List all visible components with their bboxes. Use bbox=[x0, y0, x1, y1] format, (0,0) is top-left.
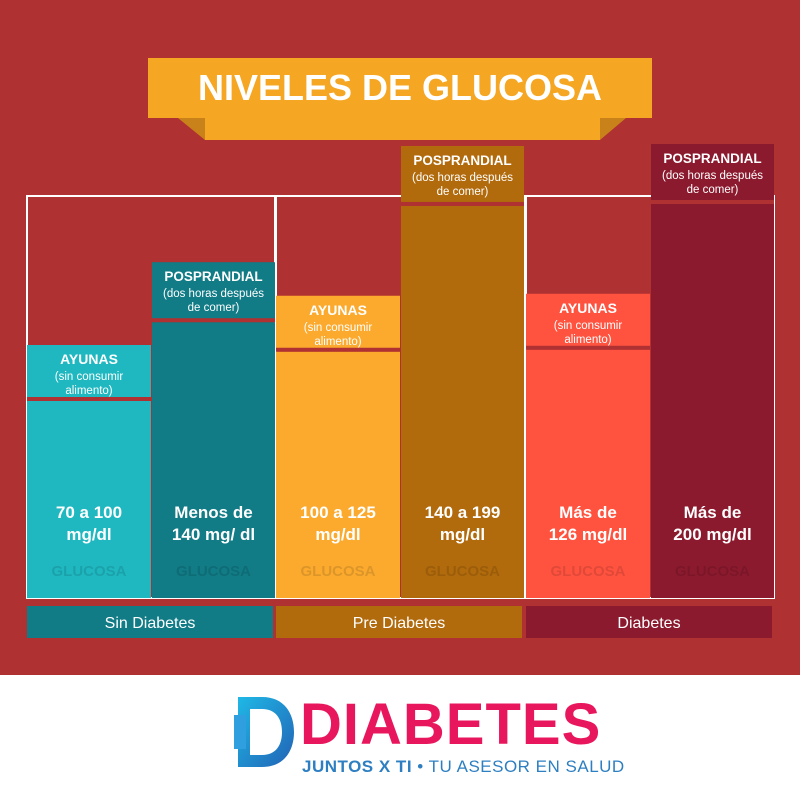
chart-title: NIVELES DE GLUCOSA bbox=[197, 67, 603, 108]
bar-header-divider bbox=[152, 318, 275, 322]
bar-series-name: AYUNAS bbox=[559, 299, 617, 316]
bar-value-label: 140 mg/ dl bbox=[171, 525, 256, 544]
category-label: Pre Diabetes bbox=[352, 615, 446, 632]
bar-series-note: de comer) bbox=[686, 184, 739, 196]
bar-value-label: 140 a 199 bbox=[424, 503, 501, 522]
title-ribbon-lower bbox=[205, 118, 600, 140]
bar-header-divider bbox=[651, 200, 774, 204]
bar-caption: GLUCOSA bbox=[675, 563, 750, 580]
bar-value-label: Más de bbox=[559, 503, 617, 522]
bar-header-divider bbox=[276, 348, 400, 352]
bar-series-note: de comer) bbox=[187, 302, 240, 315]
bar-ayunas bbox=[276, 352, 400, 598]
bar-value-label: 126 mg/dl bbox=[548, 525, 628, 544]
bar-series-note: (dos horas después bbox=[661, 170, 764, 182]
bar-series-note: alimento) bbox=[314, 335, 362, 348]
bar-value-label: Menos de bbox=[174, 503, 253, 522]
bar-caption: GLUCOSA bbox=[425, 563, 500, 580]
footer bbox=[0, 675, 800, 800]
bar-header-divider bbox=[27, 397, 151, 401]
bar-series-note: alimento) bbox=[65, 385, 113, 397]
bar-series-note: (sin consumir bbox=[303, 321, 373, 334]
tagline-bold: JUNTOS X TI bbox=[302, 757, 413, 776]
bar-caption: GLUCOSA bbox=[550, 563, 626, 580]
bar-series-note: (dos horas después bbox=[162, 288, 265, 301]
bar-value-label: mg/dl bbox=[315, 525, 361, 544]
brand-tagline bbox=[302, 757, 625, 777]
bar-caption: GLUCOSA bbox=[300, 563, 376, 580]
bar-series-note: (dos horas después bbox=[411, 171, 514, 184]
bar-value-label: mg/dl bbox=[66, 525, 112, 544]
bar-series-name: POSPRANDIAL bbox=[413, 152, 512, 168]
bar-value-label: mg/dl bbox=[439, 525, 486, 544]
bar-series-note: (sin consumir bbox=[54, 371, 124, 383]
diabetes-logo-icon bbox=[232, 693, 296, 771]
bar-header-divider bbox=[526, 346, 650, 350]
bar-series-note: de comer) bbox=[436, 185, 489, 198]
bar-caption: GLUCOSA bbox=[51, 563, 127, 580]
tagline-rest: TU ASESOR EN SALUD bbox=[428, 757, 625, 776]
bar-header-divider bbox=[401, 202, 524, 206]
bar-series-name: AYUNAS bbox=[60, 351, 118, 367]
bar-posprandial bbox=[152, 322, 275, 598]
bar-value-label: 70 a 100 bbox=[55, 503, 123, 522]
bar-caption: GLUCOSA bbox=[176, 563, 251, 580]
tagline-separator: • bbox=[417, 757, 424, 776]
category-label: Sin Diabetes bbox=[104, 615, 196, 632]
bar-series-note: alimento) bbox=[564, 333, 612, 346]
bar-series-note: (sin consumir bbox=[553, 319, 623, 332]
bar-series-name: AYUNAS bbox=[309, 301, 367, 318]
category-label: Diabetes bbox=[617, 615, 681, 632]
brand-name: DIABETES bbox=[300, 692, 602, 757]
bar-value-label: 200 mg/dl bbox=[673, 525, 752, 544]
bar-ayunas bbox=[526, 350, 650, 598]
bar-value-label: 100 a 125 bbox=[300, 503, 376, 522]
bar-value-label: Más de bbox=[683, 503, 742, 522]
bar-series-name: POSPRANDIAL bbox=[663, 151, 762, 166]
bar-series-name: POSPRANDIAL bbox=[164, 269, 263, 285]
